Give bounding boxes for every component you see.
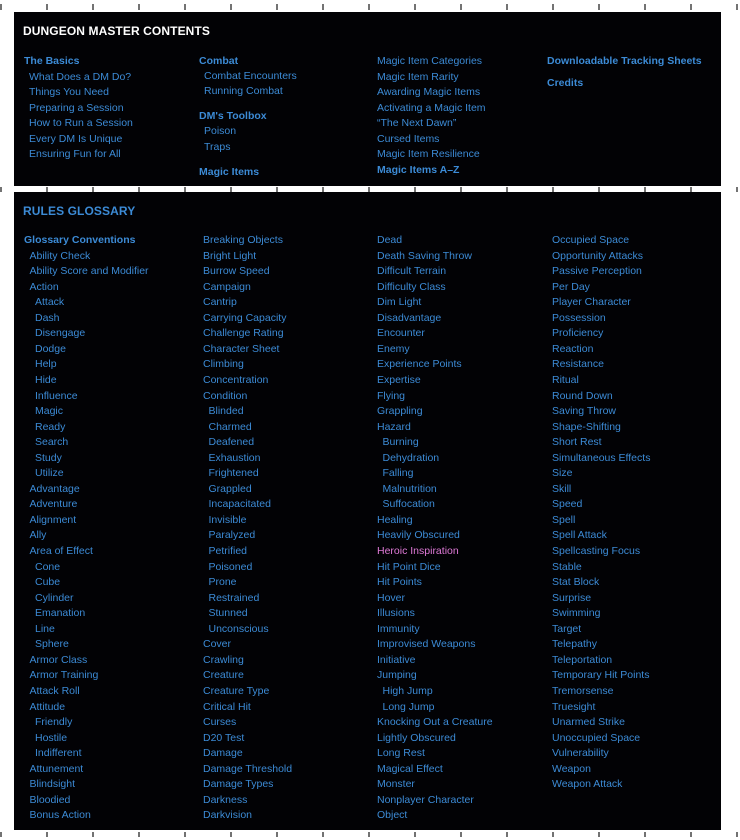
link-flying[interactable]: Flying [377, 389, 406, 402]
link-high-jump[interactable]: High Jump [382, 684, 433, 697]
link-curses[interactable]: Curses [203, 716, 237, 729]
link-simultaneous-effects[interactable]: Simultaneous Effects [552, 451, 651, 464]
link-preparing-a-session[interactable]: Preparing a Session [29, 101, 124, 114]
link-truesight[interactable]: Truesight [552, 700, 596, 713]
link-paralyzed[interactable]: Paralyzed [208, 529, 256, 542]
link-illusions[interactable]: Illusions [377, 607, 415, 620]
link-disadvantage[interactable]: Disadvantage [377, 311, 442, 324]
link-round-down[interactable]: Round Down [552, 389, 613, 402]
link-ally[interactable]: Ally [29, 529, 47, 542]
link-jumping[interactable]: Jumping [377, 669, 417, 682]
link-expertise[interactable]: Expertise [377, 373, 421, 386]
link-magical-effect[interactable]: Magical Effect [377, 762, 443, 775]
link-burning[interactable]: Burning [382, 436, 419, 449]
dm-contents-title: DUNGEON MASTER CONTENTS [23, 24, 210, 38]
link-spell-attack[interactable]: Spell Attack [552, 529, 607, 542]
link-grappling[interactable]: Grappling [377, 405, 423, 418]
link-poison[interactable]: Poison [204, 125, 237, 137]
link-weapon-attack[interactable]: Weapon Attack [552, 778, 623, 791]
link-target[interactable]: Target [552, 622, 582, 635]
link-ability-check[interactable]: Ability Check [29, 249, 91, 262]
link-magic-item-resilience[interactable]: Magic Item Resilience [377, 148, 480, 160]
link-exhaustion[interactable]: Exhaustion [208, 451, 261, 464]
link-damage-types[interactable]: Damage Types [203, 778, 274, 791]
link-ritual[interactable]: Ritual [552, 373, 579, 386]
link-creature[interactable]: Creature [203, 669, 244, 682]
link-poisoned[interactable]: Poisoned [208, 560, 253, 573]
link-unoccupied-space[interactable]: Unoccupied Space [552, 731, 641, 744]
link-armor-class[interactable]: Armor Class [29, 653, 88, 666]
link-campaign[interactable]: Campaign [203, 280, 251, 293]
link-stat-block[interactable]: Stat Block [552, 576, 600, 589]
link-shape-shifting[interactable]: Shape-Shifting [552, 420, 621, 433]
link-knocking-out-a-creature[interactable]: Knocking Out a Creature [377, 716, 493, 729]
link-friendly[interactable]: Friendly [35, 716, 73, 729]
rules-glossary-panel [14, 192, 721, 832]
link-ability-score-and-modifier[interactable]: Ability Score and Modifier [29, 265, 149, 278]
link-saving-throw[interactable]: Saving Throw [552, 405, 617, 418]
link-incapacitated[interactable]: Incapacitated [208, 498, 271, 511]
link-armor-training[interactable]: Armor Training [29, 669, 99, 682]
link-awarding-magic-items[interactable]: Awarding Magic Items [377, 86, 481, 98]
link-temporary-hit-points[interactable]: Temporary Hit Points [552, 669, 650, 682]
link-magic-item-categories[interactable]: Magic Item Categories [377, 55, 483, 67]
link-ready[interactable]: Ready [35, 420, 66, 433]
link-what-does-a-dm-do[interactable]: What Does a DM Do? [29, 70, 132, 83]
link-nonplayer-character[interactable]: Nonplayer Character [377, 793, 474, 806]
link-hostile[interactable]: Hostile [35, 731, 68, 744]
torn-edge-bottom [0, 830, 740, 840]
link-reaction[interactable]: Reaction [552, 342, 594, 355]
link-glossary-conventions[interactable]: Glossary Conventions [24, 234, 136, 246]
link-telepathy[interactable]: Telepathy [552, 638, 597, 651]
link-occupied-space[interactable]: Occupied Space [552, 234, 630, 246]
link-petrified[interactable]: Petrified [208, 545, 248, 557]
link-vulnerability[interactable]: Vulnerability [552, 747, 609, 760]
link-blindsight[interactable]: Blindsight [29, 778, 76, 791]
link-dead[interactable]: Dead [377, 234, 403, 246]
link-healing[interactable]: Healing [377, 513, 413, 526]
link-experience-points[interactable]: Experience Points [377, 358, 462, 371]
link-swimming[interactable]: Swimming [552, 607, 601, 620]
link-dm-s-toolbox[interactable]: DM's Toolbox [199, 110, 267, 122]
link-grappled[interactable]: Grappled [208, 482, 252, 495]
link-sphere[interactable]: Sphere [35, 638, 69, 651]
link-line[interactable]: Line [35, 622, 55, 635]
link-hover[interactable]: Hover [377, 591, 406, 604]
link-challenge-rating[interactable]: Challenge Rating [203, 327, 284, 340]
link-carrying-capacity[interactable]: Carrying Capacity [203, 311, 287, 324]
link-bright-light[interactable]: Bright Light [203, 249, 257, 262]
link-hide[interactable]: Hide [35, 373, 57, 386]
link-cover[interactable]: Cover [203, 638, 232, 651]
link-player-character[interactable]: Player Character [552, 296, 631, 309]
link-the-next-dawn[interactable]: “The Next Dawn” [377, 117, 457, 129]
link-dehydration[interactable]: Dehydration [382, 451, 440, 464]
link-dim-light[interactable]: Dim Light [377, 296, 422, 309]
link-magic-item-rarity[interactable]: Magic Item Rarity [377, 70, 459, 83]
link-lightly-obscured[interactable]: Lightly Obscured [377, 731, 456, 744]
link-stunned[interactable]: Stunned [208, 607, 248, 620]
link-immunity[interactable]: Immunity [377, 622, 420, 635]
link-study[interactable]: Study [35, 451, 62, 464]
link-cone[interactable]: Cone [35, 560, 61, 573]
link-attunement[interactable]: Attunement [29, 762, 84, 775]
link-dash[interactable]: Dash [35, 311, 60, 324]
link-condition[interactable]: Condition [203, 389, 248, 402]
link-skill[interactable]: Skill [552, 482, 572, 495]
link-indifferent[interactable]: Indifferent [35, 747, 82, 760]
link-heroic-inspiration[interactable]: Heroic Inspiration [377, 545, 459, 557]
link-alignment[interactable]: Alignment [29, 513, 77, 526]
link-size[interactable]: Size [552, 467, 573, 480]
link-per-day[interactable]: Per Day [552, 280, 590, 293]
link-ensuring-fun-for-all[interactable]: Ensuring Fun for All [29, 148, 121, 160]
link-magic[interactable]: Magic [35, 405, 64, 418]
link-restrained[interactable]: Restrained [208, 591, 260, 604]
link-difficulty-class[interactable]: Difficulty Class [377, 280, 446, 293]
link-long-rest[interactable]: Long Rest [377, 747, 425, 760]
link-running-combat[interactable]: Running Combat [204, 85, 283, 97]
link-attack[interactable]: Attack [35, 296, 65, 309]
link-spellcasting-focus[interactable]: Spellcasting Focus [552, 545, 641, 557]
link-creature-type[interactable]: Creature Type [203, 684, 270, 697]
link-suffocation[interactable]: Suffocation [382, 498, 435, 511]
link-enemy[interactable]: Enemy [377, 342, 410, 355]
link-cylinder[interactable]: Cylinder [35, 591, 74, 604]
link-weapon[interactable]: Weapon [552, 762, 591, 775]
link-heavily-obscured[interactable]: Heavily Obscured [377, 529, 460, 542]
link-darkness[interactable]: Darkness [203, 793, 248, 806]
link-surprise[interactable]: Surprise [552, 591, 592, 604]
link-bonus-action[interactable]: Bonus Action [29, 809, 91, 822]
rules-glossary-title: RULES GLOSSARY [23, 204, 136, 218]
link-hazard[interactable]: Hazard [377, 420, 411, 433]
dm-contents-panel [14, 12, 721, 188]
link-death-saving-throw[interactable]: Death Saving Throw [377, 249, 472, 262]
link-climbing[interactable]: Climbing [203, 358, 244, 371]
link-character-sheet[interactable]: Character Sheet [203, 342, 280, 355]
link-bloodied[interactable]: Bloodied [29, 793, 71, 806]
link-d20-test[interactable]: D20 Test [203, 731, 245, 744]
link-opportunity-attacks[interactable]: Opportunity Attacks [552, 249, 644, 262]
link-falling[interactable]: Falling [382, 467, 414, 480]
link-the-basics[interactable]: The Basics [24, 55, 80, 67]
link-teleportation[interactable]: Teleportation [552, 653, 613, 666]
link-tremorsense[interactable]: Tremorsense [552, 684, 614, 697]
link-prone[interactable]: Prone [208, 576, 237, 589]
link-object[interactable]: Object [377, 809, 408, 822]
link-cursed-items[interactable]: Cursed Items [377, 132, 440, 145]
link-spell[interactable]: Spell [552, 513, 576, 526]
link-combat[interactable]: Combat [199, 55, 239, 67]
link-attitude[interactable]: Attitude [29, 700, 66, 713]
link-credits[interactable]: Credits [547, 77, 584, 89]
link-breaking-objects[interactable]: Breaking Objects [203, 234, 283, 246]
link-encounter[interactable]: Encounter [377, 327, 425, 340]
link-search[interactable]: Search [35, 436, 69, 449]
link-dodge[interactable]: Dodge [35, 342, 66, 355]
link-combat-encounters[interactable]: Combat Encounters [204, 70, 297, 82]
link-passive-perception[interactable]: Passive Perception [552, 265, 642, 278]
link-crawling[interactable]: Crawling [203, 653, 244, 666]
link-things-you-need[interactable]: Things You Need [29, 86, 109, 98]
link-concentration[interactable]: Concentration [203, 373, 269, 386]
link-proficiency[interactable]: Proficiency [552, 327, 604, 340]
link-every-dm-is-unique[interactable]: Every DM Is Unique [29, 132, 123, 145]
link-influence[interactable]: Influence [35, 389, 78, 402]
link-improvised-weapons[interactable]: Improvised Weapons [377, 638, 476, 651]
link-action[interactable]: Action [29, 280, 59, 293]
link-cantrip[interactable]: Cantrip [203, 296, 237, 309]
link-adventure[interactable]: Adventure [29, 498, 78, 511]
link-short-rest[interactable]: Short Rest [552, 436, 602, 449]
link-area-of-effect[interactable]: Area of Effect [29, 545, 93, 557]
link-monster[interactable]: Monster [377, 778, 415, 791]
link-long-jump[interactable]: Long Jump [382, 700, 435, 713]
link-frightened[interactable]: Frightened [208, 467, 259, 480]
link-utilize[interactable]: Utilize [35, 467, 64, 480]
link-blinded[interactable]: Blinded [208, 405, 244, 418]
link-resistance[interactable]: Resistance [552, 358, 604, 371]
link-burrow-speed[interactable]: Burrow Speed [203, 265, 270, 278]
link-hit-point-dice[interactable]: Hit Point Dice [377, 560, 441, 573]
link-possession[interactable]: Possession [552, 311, 606, 324]
link-magic-items[interactable]: Magic Items [199, 166, 260, 178]
link-charmed[interactable]: Charmed [208, 420, 252, 433]
link-deafened[interactable]: Deafened [208, 436, 255, 449]
link-unarmed-strike[interactable]: Unarmed Strike [552, 716, 625, 729]
link-downloadable-tracking-sheets[interactable]: Downloadable Tracking Sheets [547, 55, 702, 67]
link-traps[interactable]: Traps [204, 141, 231, 153]
link-darkvision[interactable]: Darkvision [203, 809, 253, 822]
link-attack-roll[interactable]: Attack Roll [29, 684, 80, 697]
link-emanation[interactable]: Emanation [35, 607, 86, 620]
link-how-to-run-a-session[interactable]: How to Run a Session [29, 117, 133, 129]
link-initiative[interactable]: Initiative [377, 653, 416, 666]
link-cube[interactable]: Cube [35, 576, 61, 589]
link-unconscious[interactable]: Unconscious [208, 622, 269, 635]
link-advantage[interactable]: Advantage [29, 482, 80, 495]
link-damage[interactable]: Damage [203, 747, 243, 760]
link-help[interactable]: Help [35, 358, 57, 371]
link-difficult-terrain[interactable]: Difficult Terrain [377, 265, 447, 278]
link-damage-threshold[interactable]: Damage Threshold [203, 762, 293, 775]
link-hit-points[interactable]: Hit Points [377, 576, 422, 589]
link-disengage[interactable]: Disengage [35, 327, 86, 340]
link-critical-hit[interactable]: Critical Hit [203, 700, 251, 713]
link-speed[interactable]: Speed [552, 498, 583, 511]
link-stable[interactable]: Stable [552, 560, 582, 573]
link-activating-a-magic-item[interactable]: Activating a Magic Item [377, 101, 486, 114]
link-magic-items-a-z[interactable]: Magic Items A–Z [377, 163, 460, 176]
link-invisible[interactable]: Invisible [208, 513, 247, 526]
link-malnutrition[interactable]: Malnutrition [382, 482, 437, 495]
